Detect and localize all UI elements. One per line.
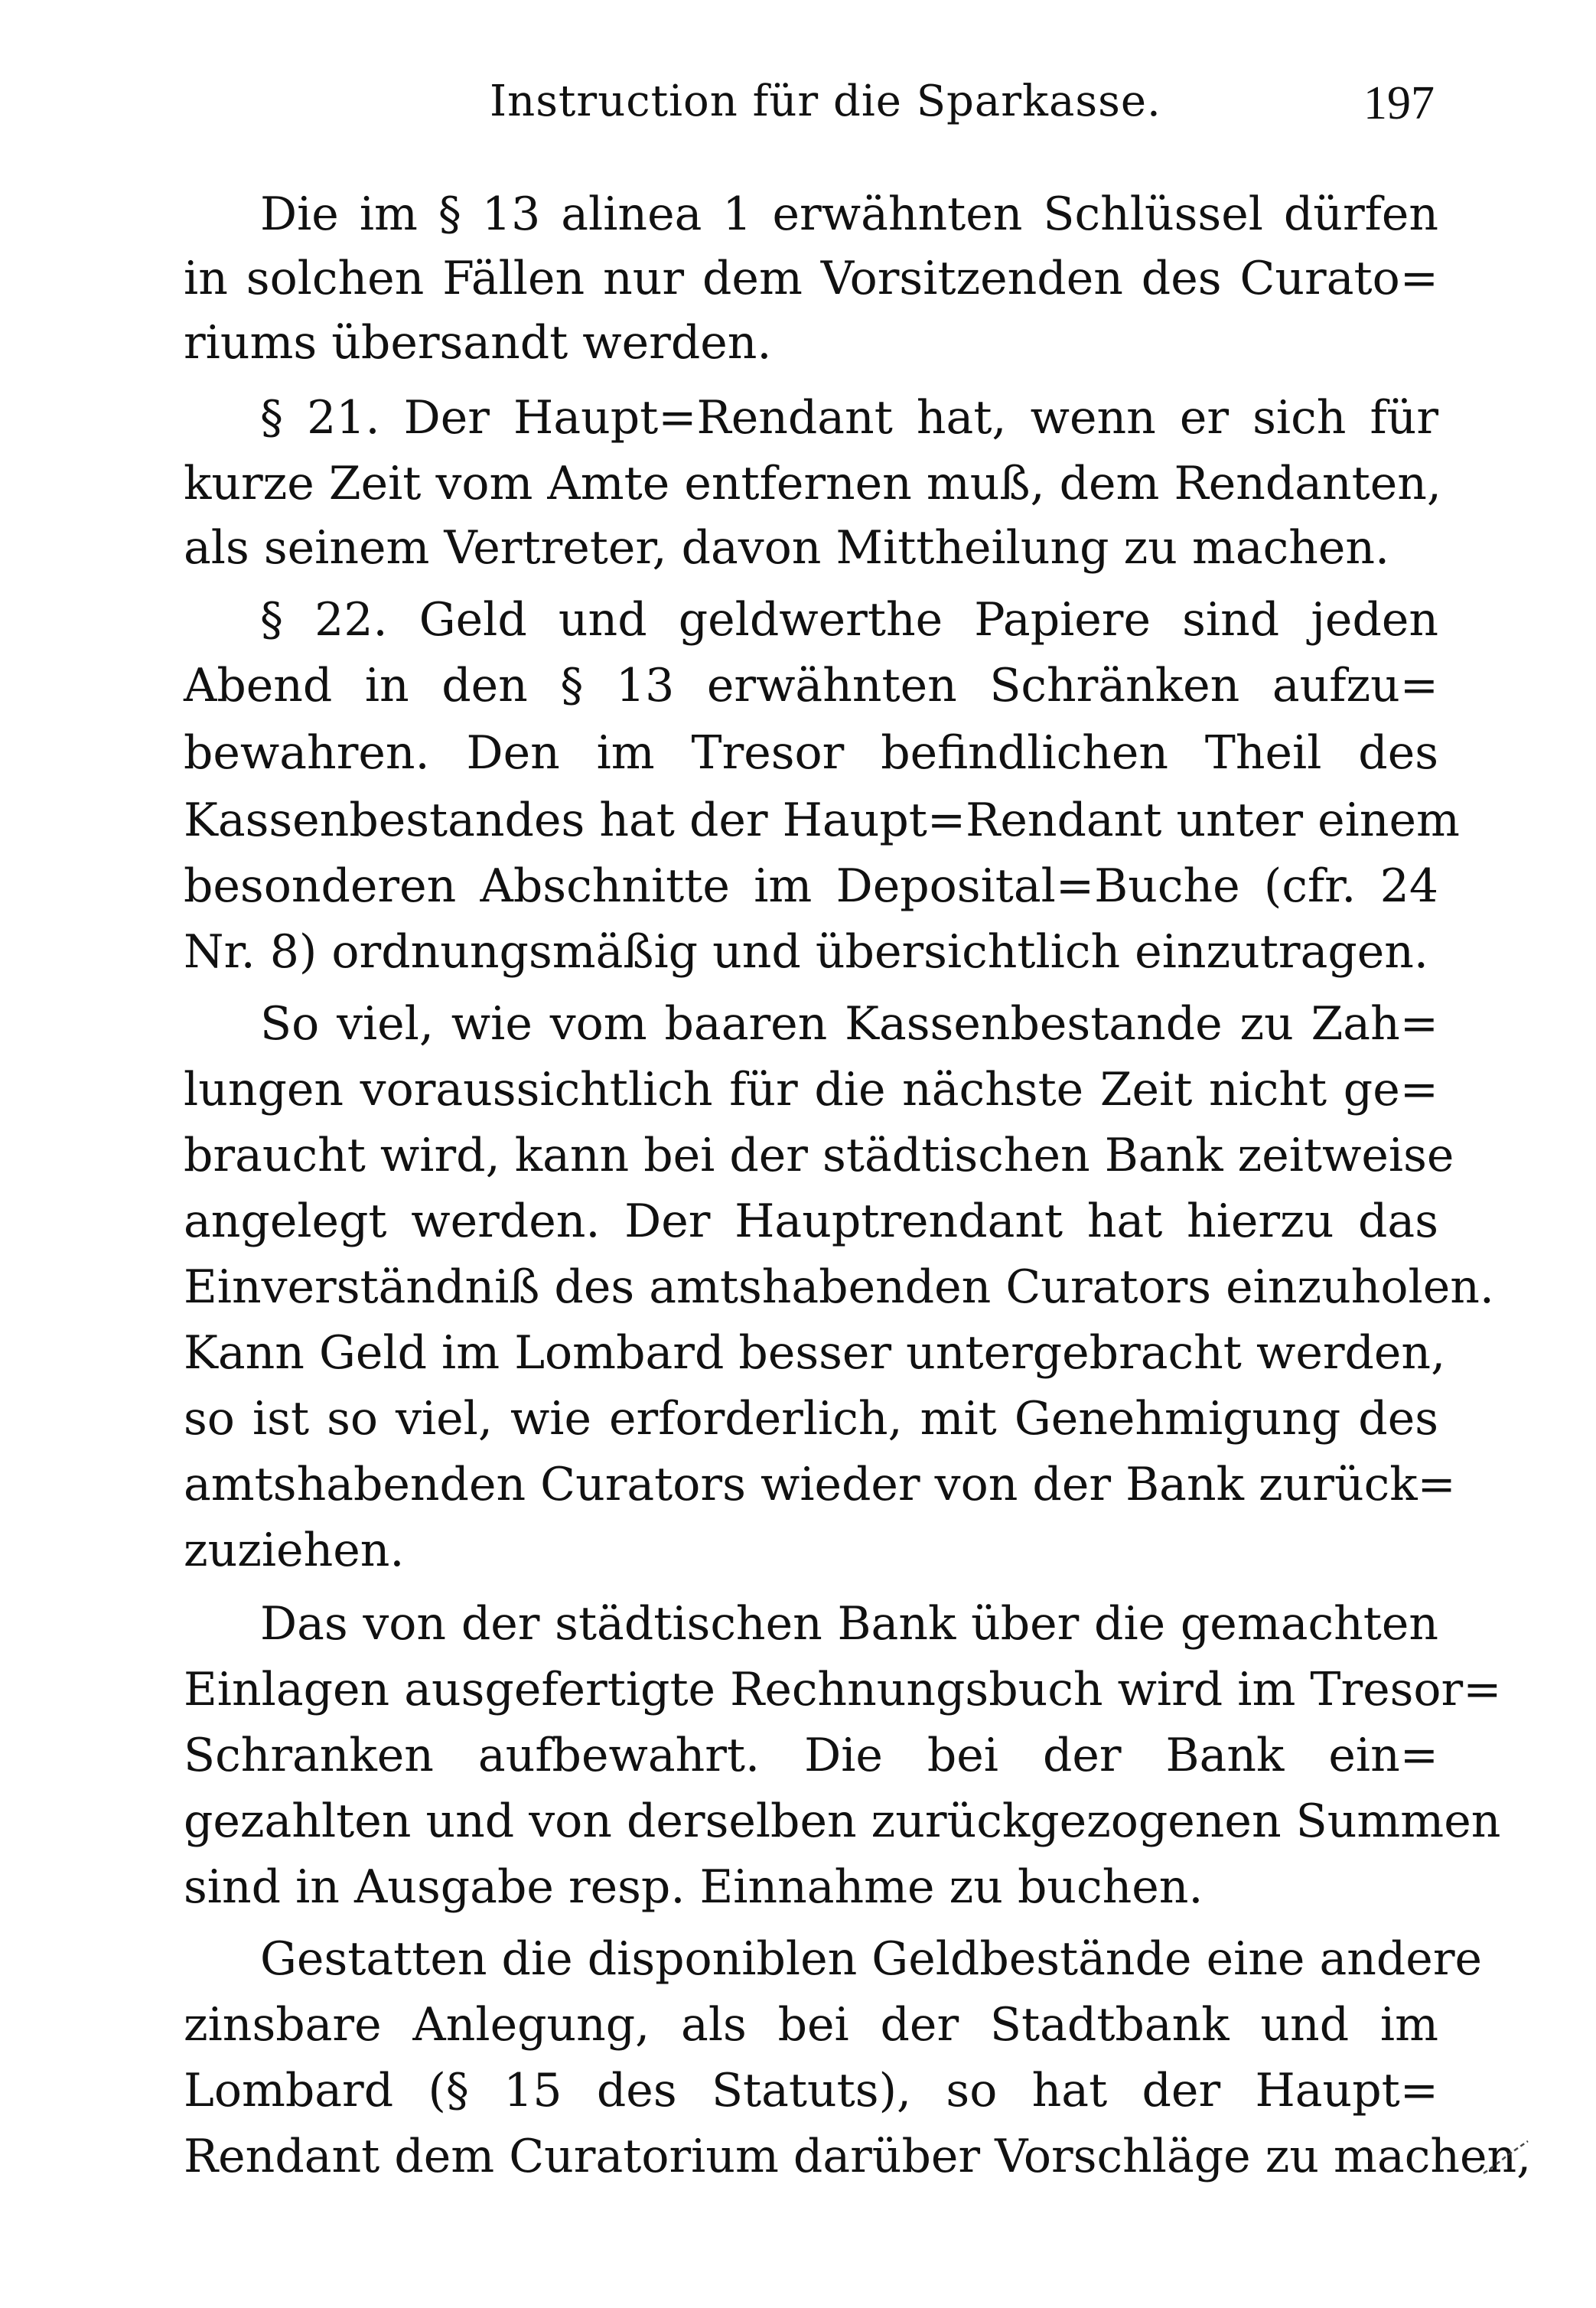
text-line: § 21. Der Haupt=Rendant hat, wenn er sich für [260,391,1438,445]
text-line: Kassenbestandes hat der Haupt=Rendant unter einem [184,794,1460,847]
text-line: Schranken aufbewahrt. Die bei der Bank ein= [184,1729,1438,1782]
text-line: lungen voraussichtlich für die nächste Zeit nicht ge= [184,1063,1438,1117]
text-line: zuziehen. [184,1524,405,1577]
text-line: zinsbare Anlegung, als bei der Stadtbank und im [184,1998,1438,2052]
text-line: Die im § 13 alinea 1 erwähnten Schlüssel dürfen [260,187,1438,241]
text-line: bewahren. Den im Tresor befindlichen Theil des [184,726,1438,780]
text-line: Nr. 8) ordnungsmäßig und übersichtlich einzutragen. [184,925,1428,979]
text-line: besonderen Abschnitte im Deposital=Buche (cfr. 24 [184,859,1438,913]
text-line: als seinem Vertreter, davon Mittheilung zu machen. [184,521,1390,575]
text-line: sind in Ausgabe resp. Einnahme zu buchen. [184,1860,1204,1914]
text-line: Kann Geld im Lombard besser untergebracht werden, [184,1326,1446,1380]
running-head: Instruction für die Sparkasse. [490,77,1161,126]
page-number: 197 [1363,77,1435,129]
text-line: Einlagen ausgefertigte Rechnungsbuch wird im Tresor= [184,1663,1502,1716]
text-line: riums übersandt werden. [184,316,772,370]
text-line: So viel, wie vom baaren Kassenbestande zu Zah= [260,997,1438,1051]
pencil-mark-icon [1480,2134,1534,2179]
text-line: amtshabenden Curators wieder von der Bank zurück= [184,1458,1456,1511]
text-line: Lombard (§ 15 des Statuts), so hat der Haupt= [184,2064,1438,2117]
text-line: Einverständniß des amtshabenden Curators einzuholen. [184,1260,1494,1314]
text-line: Rendant dem Curatorium darüber Vorschläge zu machen, [184,2130,1532,2183]
text-line: kurze Zeit vom Amte entfernen muß, dem Rendanten, [184,457,1441,510]
text-line: braucht wird, kann bei der städtischen Bank zeitweise [184,1129,1454,1182]
text-line: gezahlten und von derselben zurückgezogenen Summen [184,1795,1501,1848]
text-line: Abend in den § 13 erwähnten Schränken aufzu= [184,659,1438,712]
text-line: Gestatten die disponiblen Geldbestände eine andere [260,1932,1483,1986]
text-line: so ist so viel, wie erforderlich, mit Genehmigung des [184,1392,1438,1446]
text-line: Das von der städtischen Bank über die gemachten [260,1597,1438,1651]
text-line: § 22. Geld und geldwerthe Papiere sind jeden [260,593,1438,647]
text-line: angelegt werden. Der Hauptrendant hat hierzu das [184,1195,1438,1248]
text-line: in solchen Fällen nur dem Vorsitzenden des Curato= [184,252,1438,305]
